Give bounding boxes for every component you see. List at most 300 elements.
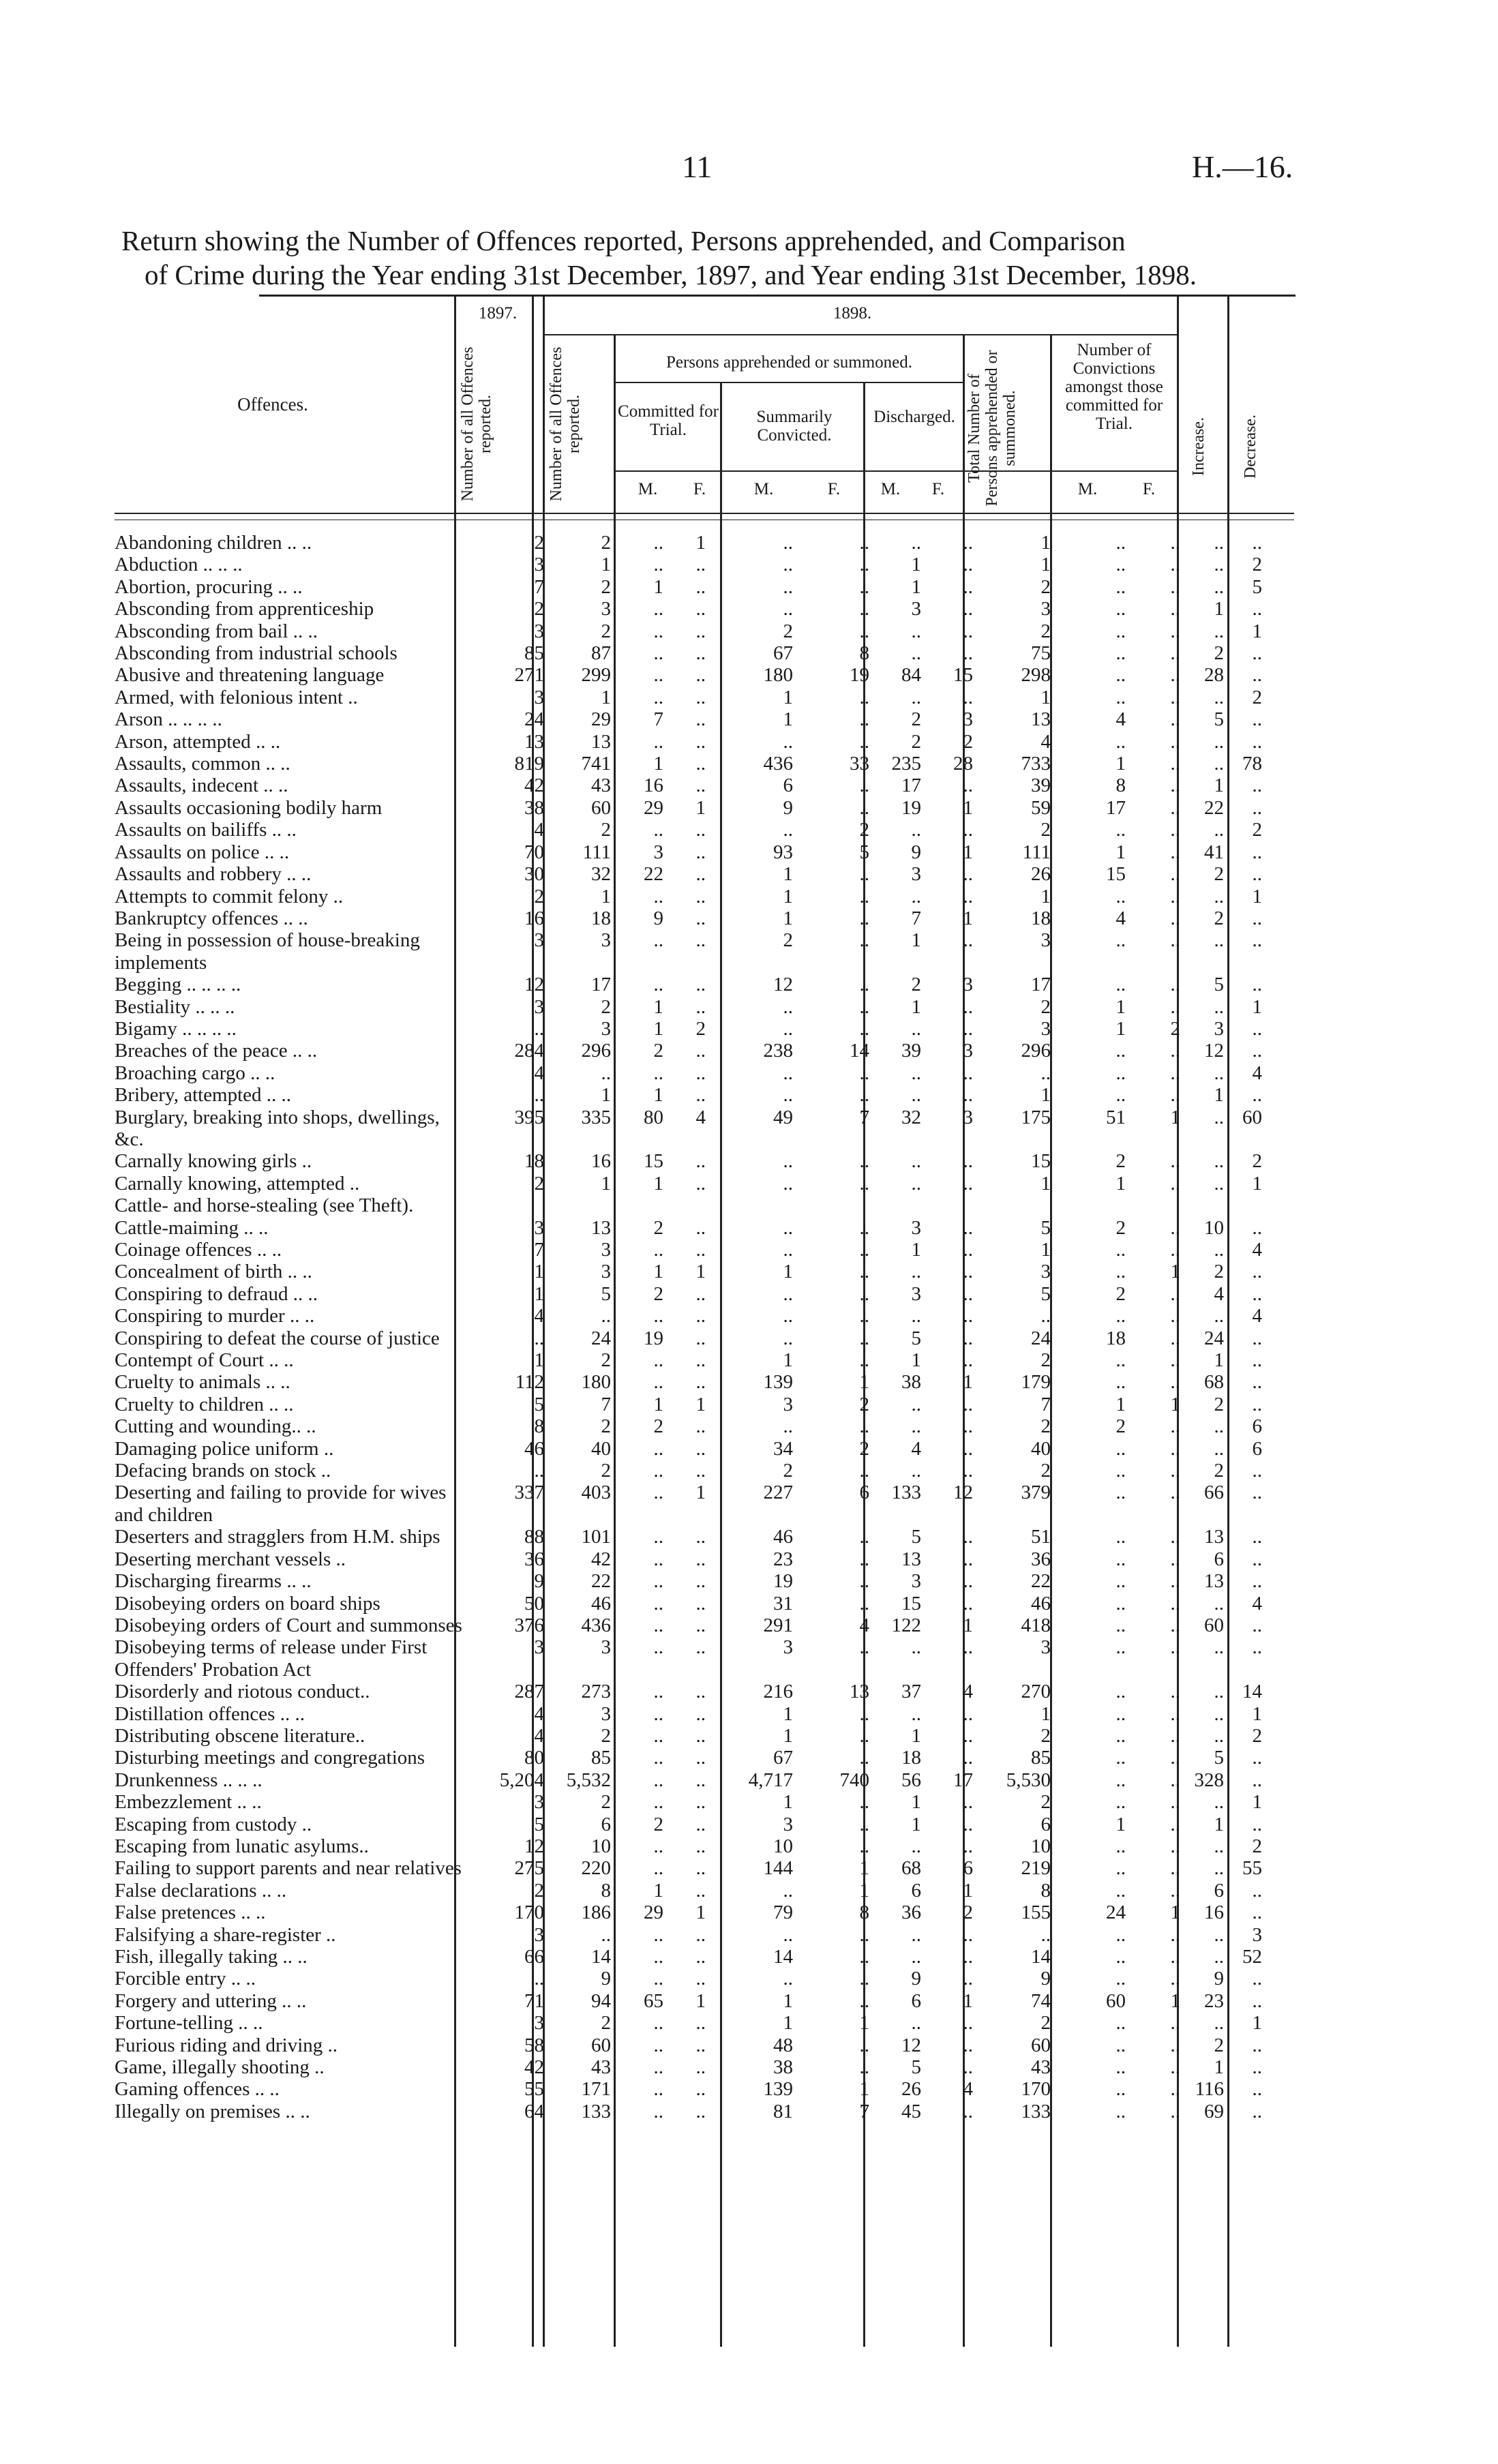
offence-name: Being in possession of house-breaking implements: [115, 929, 420, 974]
reported-1897: 2: [534, 532, 544, 554]
total-persons: 1: [1040, 885, 1051, 907]
discharged-f: 3: [963, 974, 973, 996]
total-persons: 6: [1040, 1813, 1051, 1835]
increase: 2: [1214, 642, 1224, 665]
committed-f: ..: [695, 1172, 706, 1195]
discharged-m: 5: [911, 1526, 921, 1548]
summarily-m: 34: [773, 1437, 793, 1460]
table-row: [115, 532, 1266, 554]
total-persons: 179: [1021, 1371, 1051, 1394]
total-persons: 155: [1021, 1902, 1051, 1924]
convictions-f: ..: [1170, 1526, 1180, 1548]
convictions-f: 1: [1170, 1393, 1180, 1415]
page-number: 11: [682, 149, 713, 184]
convictions-m: 24: [1106, 1902, 1126, 1924]
reported-1898: 2: [601, 1349, 611, 1372]
committed-m: ..: [653, 1482, 663, 1504]
summarily-m: ..: [783, 1216, 793, 1239]
committed-m: 1: [653, 1084, 663, 1107]
summarily-f: ..: [859, 2034, 869, 2056]
discharged-m: 3: [911, 1570, 921, 1593]
convictions-m: ..: [1115, 642, 1126, 665]
decrease: ..: [1252, 730, 1262, 753]
table-row: [115, 1880, 1266, 1902]
discharged-f: ..: [963, 1548, 973, 1570]
convictions-m: 1: [1115, 841, 1126, 863]
summarily-f: [801, 1195, 878, 1216]
table-row: [115, 929, 1266, 974]
convictions-f: ..: [1170, 819, 1180, 841]
increase: 328: [1194, 1769, 1224, 1791]
offence-name: False declarations .. ..: [115, 1879, 287, 1902]
decrease: ..: [1252, 2100, 1262, 2122]
convictions-f: ..: [1170, 2078, 1180, 2101]
decrease: 3: [1252, 1923, 1262, 1946]
committed-m: ..: [653, 2056, 663, 2079]
summarily-m: 19: [773, 1570, 793, 1593]
reported-1898: 403: [581, 1482, 611, 1504]
summarily-m: ..: [783, 995, 793, 1018]
decrease: ..: [1252, 1614, 1262, 1636]
reported-1897: 275: [514, 1857, 544, 1880]
increase: 16: [1204, 1902, 1224, 1924]
committed-m: ..: [653, 1548, 663, 1570]
committed-m: 16: [644, 775, 663, 797]
decrease: 5: [1252, 575, 1262, 598]
summarily-m: 139: [763, 2078, 793, 2101]
total-persons: 26: [1031, 863, 1051, 886]
summarily-f: ..: [859, 554, 869, 576]
discharged-f: ..: [963, 775, 973, 797]
discharged-m: ..: [911, 1923, 921, 1946]
table-row: [115, 1593, 1266, 1614]
committed-f: ..: [695, 1835, 706, 1857]
increase: 2: [1214, 1261, 1224, 1283]
increase: 68: [1204, 1371, 1224, 1394]
summarily-f: 2: [859, 819, 869, 841]
summarily-m: 3: [783, 1636, 793, 1659]
convictions-m: ..: [1115, 575, 1126, 598]
increase: ..: [1214, 1636, 1224, 1659]
discharged-m: 3: [911, 598, 921, 620]
convictions-f: ..: [1170, 1946, 1180, 1968]
discharged-m: 6: [911, 1989, 921, 2012]
reported-1898: 220: [581, 1857, 611, 1880]
header-year-1898: 1898.: [833, 304, 872, 322]
reported-1898: 3: [601, 1017, 611, 1040]
increase: 12: [1204, 1040, 1224, 1062]
table-row: [115, 1482, 1266, 1526]
reported-1898: 40: [591, 1437, 611, 1460]
increase: 23: [1204, 1989, 1224, 2012]
convictions-m: ..: [1115, 686, 1126, 708]
offence-name: Assaults occasioning bodily harm: [115, 796, 383, 819]
offence-name: False pretences .. ..: [115, 1902, 266, 1924]
discharged-m: [878, 1195, 929, 1216]
decrease: ..: [1252, 1570, 1262, 1593]
increase: ..: [1214, 1681, 1224, 1703]
offence-name: Abduction .. .. ..: [115, 554, 243, 576]
table-row: [115, 1107, 1266, 1151]
convictions-f: ..: [1170, 1857, 1180, 1880]
offence-name: Attempts to commit felony ..: [115, 885, 344, 907]
discharged-f: 12: [953, 1482, 973, 1504]
reported-1897: 3: [534, 1923, 544, 1946]
committed-f: ..: [695, 1968, 706, 1990]
summarily-m: 48: [773, 2034, 793, 2056]
discharged-f: ..: [963, 1172, 973, 1195]
total-persons: 8: [1040, 1879, 1051, 1902]
convictions-f: ..: [1170, 1636, 1180, 1659]
summarily-f: 6: [859, 1482, 869, 1504]
summarily-m: 291: [763, 1614, 793, 1636]
total-persons: 2: [1040, 1724, 1051, 1747]
summarily-f: ..: [859, 1813, 869, 1835]
committed-m: ..: [653, 1946, 663, 1968]
reported-1898: 6: [601, 1813, 611, 1835]
offence-name: Cutting and wounding.. ..: [115, 1415, 316, 1438]
discharged-m: ..: [911, 1460, 921, 1482]
header-discharged-f: F.: [931, 480, 945, 498]
reported-1898: 60: [591, 796, 611, 819]
increase: 13: [1204, 1526, 1224, 1548]
table-row: [115, 1570, 1266, 1592]
decrease: 4: [1252, 1239, 1262, 1261]
summarily-m: 6: [783, 775, 793, 797]
table-row: [115, 1946, 1266, 1968]
total-persons: 51: [1031, 1526, 1051, 1548]
total-persons: 75: [1031, 642, 1051, 665]
reported-1898: [548, 1195, 614, 1216]
convictions-m: ..: [1115, 730, 1126, 753]
committed-m: ..: [653, 1592, 663, 1614]
discharged-m: 5: [911, 1327, 921, 1349]
convictions-f: ..: [1170, 1968, 1180, 1990]
reported-1897: 50: [524, 1592, 544, 1614]
committed-f: ..: [695, 863, 706, 886]
table-row: [115, 2012, 1266, 2034]
reported-1898: 2: [601, 1460, 611, 1482]
offence-name: Falsifying a share-register ..: [115, 1923, 336, 1946]
decrease: ..: [1252, 863, 1262, 886]
convictions-m: ..: [1115, 1636, 1126, 1659]
convictions-f: ..: [1170, 2012, 1180, 2034]
committed-f: ..: [695, 664, 706, 687]
total-persons: [980, 1195, 1058, 1216]
reported-1897: 5,204: [499, 1769, 544, 1791]
table-row: [115, 1305, 1266, 1327]
decrease: 52: [1242, 1946, 1262, 1968]
reported-1897: 12: [524, 1835, 544, 1857]
committed-f: ..: [695, 575, 706, 598]
committed-f: ..: [695, 1769, 706, 1791]
table-row: [115, 1703, 1266, 1725]
reported-1898: 133: [581, 2100, 611, 2122]
committed-m: ..: [653, 2012, 663, 2034]
summarily-m: 1: [783, 1702, 793, 1725]
convictions-m: ..: [1115, 532, 1126, 554]
convictions-f: ..: [1170, 1415, 1180, 1438]
reported-1897: 4: [534, 1305, 544, 1327]
reported-1898: 3: [601, 598, 611, 620]
reported-1897: ..: [534, 1460, 544, 1482]
total-persons: 175: [1021, 1106, 1051, 1128]
committed-f: ..: [695, 1062, 706, 1084]
increase: ..: [1214, 1835, 1224, 1857]
total-persons: 14: [1031, 1946, 1051, 1968]
summarily-m: ..: [783, 1415, 793, 1438]
decrease: 1: [1252, 2012, 1262, 2034]
committed-m: ..: [653, 929, 663, 952]
reported-1897: 71: [524, 1989, 544, 2012]
summarily-f: ..: [859, 1946, 869, 1968]
committed-m: ..: [653, 1968, 663, 1990]
decrease: [1228, 1195, 1266, 1216]
reported-1898: 17: [591, 974, 611, 996]
summarily-m: 1: [783, 686, 793, 708]
reported-1897: 64: [524, 2100, 544, 2122]
reported-1898: 9: [601, 1968, 611, 1990]
total-persons: 3: [1040, 1017, 1051, 1040]
increase: 69: [1204, 2100, 1224, 2122]
table-row: [115, 1835, 1266, 1857]
discharged-f: ..: [963, 554, 973, 576]
decrease: ..: [1252, 1769, 1262, 1791]
total-persons: 7: [1040, 1393, 1051, 1415]
discharged-m: 9: [911, 1968, 921, 1990]
year-1898-rule: [543, 334, 1177, 335]
reported-1898: 85: [591, 1747, 611, 1769]
reported-1898: 94: [591, 1989, 611, 2012]
committed-m: ..: [653, 819, 663, 841]
discharged-m: 15: [901, 1592, 921, 1614]
committed-m: ..: [653, 2078, 663, 2101]
committed-m: ..: [653, 1636, 663, 1659]
decrease: ..: [1252, 1482, 1262, 1504]
decrease: 4: [1252, 1062, 1262, 1084]
increase: 116: [1195, 2078, 1224, 2101]
reported-1898: 22: [591, 1570, 611, 1593]
summarily-m: ..: [783, 554, 793, 576]
total-persons: 296: [1021, 1040, 1051, 1062]
offence-name: Damaging police uniform ..: [115, 1437, 334, 1460]
committed-f: ..: [695, 1040, 706, 1062]
summarily-m: 216: [763, 1681, 793, 1703]
committed-f: ..: [695, 1371, 706, 1394]
committed-f: ..: [695, 686, 706, 708]
committed-m: 1: [653, 1172, 663, 1195]
increase: 24: [1204, 1327, 1224, 1349]
convictions-m: ..: [1115, 2056, 1126, 2079]
increase: 66: [1204, 1482, 1224, 1504]
discharged-f: ..: [963, 2034, 973, 2056]
offence-name: Abusive and threatening language: [115, 664, 385, 687]
convictions-f: ..: [1170, 1062, 1180, 1084]
summarily-m: 227: [763, 1482, 793, 1504]
reported-1898: 7: [601, 1393, 611, 1415]
reported-1898: 3: [601, 1702, 611, 1725]
discharged-f: 2: [963, 730, 973, 753]
discharged-f: 4: [963, 2078, 973, 2101]
summarily-f: 1: [859, 1857, 869, 1880]
increase: ..: [1214, 753, 1224, 775]
convictions-f: ..: [1170, 1282, 1180, 1305]
table-row: [115, 1062, 1266, 1084]
summarily-m: ..: [783, 1879, 793, 1902]
summarily-f: ..: [859, 1636, 869, 1659]
total-persons: 3: [1040, 929, 1051, 952]
decrease: 1: [1252, 1791, 1262, 1814]
convictions-m: 15: [1106, 863, 1126, 886]
decrease: 2: [1252, 686, 1262, 708]
committed-m: 2: [653, 1040, 663, 1062]
reported-1897: 88: [524, 1526, 544, 1548]
summarily-f: ..: [859, 1282, 869, 1305]
table-row: [115, 1814, 1266, 1835]
discharged-m: 7: [911, 907, 921, 929]
summarily-f: ..: [859, 2056, 869, 2079]
discharged-m: 17: [901, 775, 921, 797]
offence-name: Conspiring to murder .. ..: [115, 1305, 315, 1327]
convictions-f: ..: [1170, 730, 1180, 753]
convictions-f: ..: [1170, 554, 1180, 576]
committed-f: ..: [695, 1592, 706, 1614]
summarily-f: 33: [850, 753, 869, 775]
convictions-f: ..: [1170, 995, 1180, 1018]
total-persons: 2: [1040, 1791, 1051, 1814]
header-discharged: Discharged.: [873, 408, 955, 426]
table-row: [115, 1769, 1266, 1791]
offence-name: Abortion, procuring .. ..: [115, 575, 303, 598]
committed-f: ..: [695, 598, 706, 620]
total-persons: ..: [1040, 1923, 1051, 1946]
discharged-f: ..: [963, 1724, 973, 1747]
increase: 2: [1214, 1460, 1224, 1482]
total-persons: 3: [1040, 1261, 1051, 1283]
summarily-f: ..: [859, 1548, 869, 1570]
total-persons: 1: [1040, 1239, 1051, 1261]
increase: 5: [1214, 1747, 1224, 1769]
decrease: ..: [1252, 1282, 1262, 1305]
committed-m: ..: [653, 554, 663, 576]
discharged-f: ..: [963, 1460, 973, 1482]
table-row: [115, 687, 1266, 708]
offence-name: Assaults, indecent .. ..: [115, 775, 288, 797]
discharged-m: 133: [891, 1482, 921, 1504]
discharged-m: ..: [911, 885, 921, 907]
discharged-f: ..: [963, 885, 973, 907]
discharged-m: 1: [911, 1724, 921, 1747]
reported-1897: 3: [534, 1636, 544, 1659]
convictions-f: 1: [1170, 1989, 1180, 2012]
committed-f: ..: [695, 1570, 706, 1593]
table-row: [115, 1394, 1266, 1415]
convictions-m: 2: [1115, 1282, 1126, 1305]
summarily-f: ..: [859, 974, 869, 996]
reported-1897: 819: [514, 753, 544, 775]
offence-name: Contempt of Court .. ..: [115, 1349, 294, 1372]
summarily-m: 10: [773, 1835, 793, 1857]
increase: 1: [1214, 1084, 1224, 1107]
decrease: ..: [1252, 1084, 1262, 1107]
committed-m: ..: [653, 532, 663, 554]
offence-name: Game, illegally shooting ..: [115, 2056, 325, 2079]
discharged-m: 1: [911, 1349, 921, 1372]
convictions-f: ..: [1170, 885, 1180, 907]
committed-f: ..: [695, 819, 706, 841]
convictions-m: ..: [1115, 1437, 1126, 1460]
offence-name: Conspiring to defraud .. ..: [115, 1282, 318, 1305]
reported-1898: 1: [601, 554, 611, 576]
header-top-rule: [259, 295, 1295, 297]
convictions-f: ..: [1170, 796, 1180, 819]
committed-m: 29: [644, 1902, 663, 1924]
convictions-f: ..: [1170, 1548, 1180, 1570]
discharged-m: 37: [901, 1681, 921, 1703]
summarily-f: ..: [859, 1968, 869, 1990]
summarily-m: 2: [783, 929, 793, 952]
committed-f: ..: [695, 1150, 706, 1173]
convictions-m: 17: [1106, 796, 1126, 819]
committed-m: ..: [653, 1305, 663, 1327]
discharged-f: ..: [963, 1636, 973, 1659]
discharged-f: ..: [963, 575, 973, 598]
summarily-m: 1: [783, 1791, 793, 1814]
summarily-f: ..: [859, 1239, 869, 1261]
table-row: [115, 2078, 1266, 2100]
convictions-f: ..: [1170, 1681, 1180, 1703]
discharged-m: 1: [911, 1813, 921, 1835]
reported-1898: 5: [601, 1282, 611, 1305]
summarily-f: ..: [859, 1172, 869, 1195]
summarily-f: ..: [859, 1305, 869, 1327]
reported-1897: 112: [515, 1371, 544, 1394]
reported-1898: 32: [591, 863, 611, 886]
reported-1898: 10: [591, 1835, 611, 1857]
reported-1898: 5,532: [566, 1769, 611, 1791]
total-persons: 1: [1040, 1172, 1051, 1195]
committed-m: 7: [653, 708, 663, 731]
summarily-m: 1: [783, 907, 793, 929]
reported-1898: 16: [591, 1150, 611, 1173]
reported-1898: 296: [581, 1040, 611, 1062]
offence-name: Deserting merchant vessels ..: [115, 1548, 346, 1570]
decrease: ..: [1252, 1017, 1262, 1040]
summarily-m: ..: [783, 730, 793, 753]
discharged-m: 3: [911, 863, 921, 886]
discharged-f: ..: [963, 1305, 973, 1327]
reported-1898: 13: [591, 1216, 611, 1239]
total-persons: 1: [1040, 554, 1051, 576]
offence-name: Defacing brands on stock ..: [115, 1460, 331, 1482]
committed-m: ..: [653, 1747, 663, 1769]
committed-m: ..: [653, 620, 663, 642]
total-persons: 1: [1040, 686, 1051, 708]
offence-name: Disturbing meetings and congregations: [115, 1747, 425, 1769]
increase: [1187, 1195, 1228, 1216]
increase: 22: [1204, 796, 1224, 819]
convictions-f: ..: [1170, 1482, 1180, 1504]
committed-f: ..: [695, 1460, 706, 1482]
reported-1898: 2: [601, 995, 611, 1018]
summarily-f: 1: [859, 1371, 869, 1394]
table-row: [115, 753, 1266, 775]
reported-1897: 13: [524, 730, 544, 753]
offence-name: Bigamy .. .. .. ..: [115, 1017, 237, 1040]
discharged-m: 3: [911, 1216, 921, 1239]
summarily-m: 1: [783, 708, 793, 731]
increase: 41: [1204, 841, 1224, 863]
